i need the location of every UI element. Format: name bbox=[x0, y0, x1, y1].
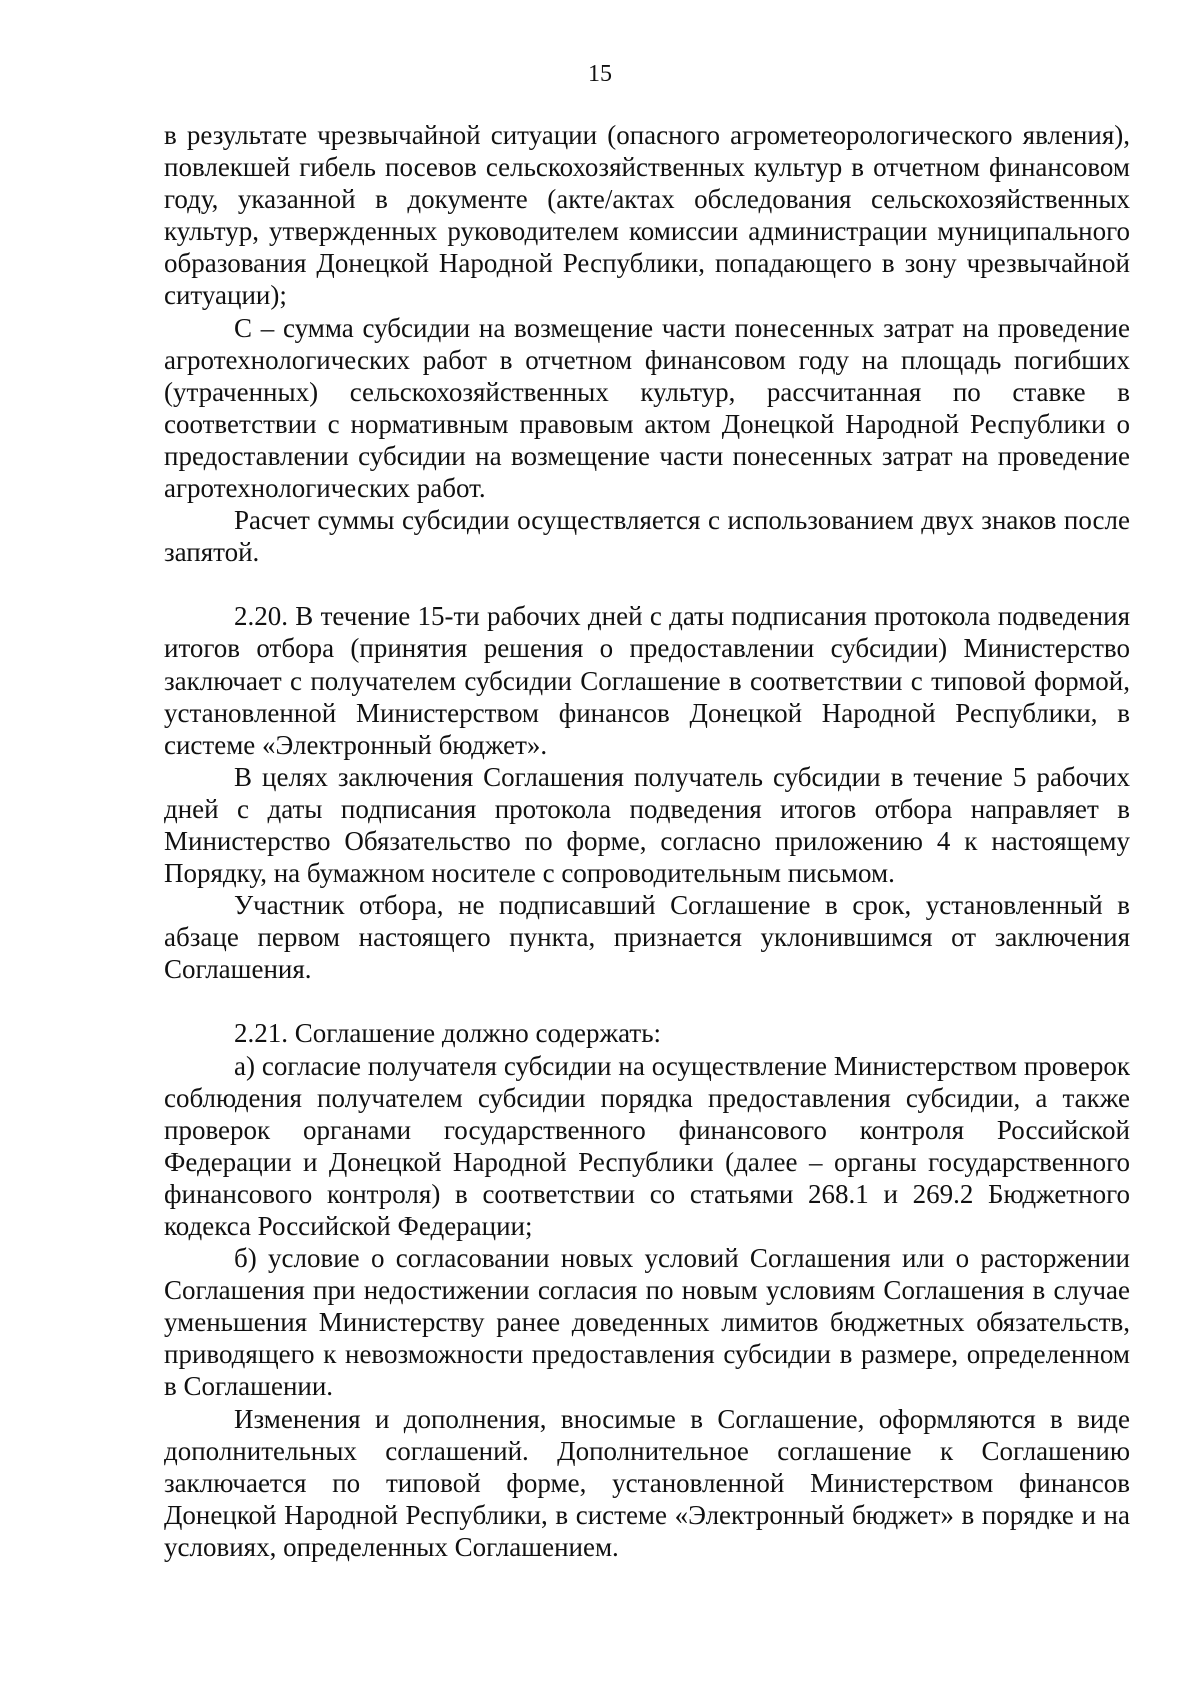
paragraph-clause-2-20: 2.20. В течение 15-ти рабочих дней с даты подписания протокола подведения итогов отбора (принятия решения о предоставлении субсидии) Министерство заключает с получателем субсидии Соглашение в соответствии с типовой формой, установленной Министерством финансов Донецкой Народной Республики, в системе «Электронный бюджет». bbox=[164, 601, 1130, 760]
paragraph-calculation-note: Расчет суммы субсидии осуществляется с использованием двух знаков после запятой. bbox=[164, 505, 1130, 568]
paragraph-evasion: Участник отбора, не подписавший Соглашение в срок, установленный в абзаце первом настоящего пункта, признается уклонившимся от заключения Соглашения. bbox=[164, 890, 1130, 985]
paragraph-item-a: а) согласие получателя субсидии на осуществление Министерством проверок соблюдения получателем субсидии порядка предоставления субсидии, а также проверок органами государственного финансового контроля Российской Федерации и Донецкой Народной Республики (далее – органы государственного финансового контроля) в соответствии со статьями 268.1 и 269.2 Бюджетного кодекса Российской Федерации; bbox=[164, 1050, 1130, 1241]
paragraph-item-b: б) условие о согласовании новых условий Соглашения или о расторжении Соглашения при недостижении согласия по новым условиям Соглашения в случае уменьшения Министерству ранее доведенных лимитов бюджетных обязательств, приводящего к невозможности предоставления субсидии в размере, определенном в Соглашении. bbox=[164, 1243, 1130, 1402]
page-number: 15 bbox=[588, 61, 612, 87]
document-body bbox=[164, 119, 1130, 1563]
paragraph-clause-2-21: 2.21. Соглашение должно содержать: bbox=[234, 1018, 662, 1049]
paragraph-variable-c: С – сумма субсидии на возмещение части понесенных затрат на проведение агротехнологических работ в отчетном финансовом году на площадь погибших (утраченных) сельскохозяйственных культур, рассчитанная по ставке в соответствии с нормативным правовым актом Донецкой Народной Республики о предоставлении субсидии на возмещение части понесенных затрат на проведение агротехнологических работ. bbox=[164, 312, 1130, 504]
paragraph-obligation: В целях заключения Соглашения получатель субсидии в течение 5 рабочих дней с даты подписания протокола подведения итогов отбора направляет в Министерство Обязательство по форме, согласно приложению 4 к настоящему Порядку, на бумажном носителе с сопроводительным письмом. bbox=[164, 761, 1130, 889]
paragraph-amendments: Изменения и дополнения, вносимые в Соглашение, оформляются в виде дополнительных соглашений. Дополнительное соглашение к Соглашению заключается по типовой форме, установленной Министерством финансов Донецкой Народной Республики, в системе «Электронный бюджет» в порядке и на условиях, определенных Соглашением. bbox=[164, 1403, 1130, 1562]
paragraph-continuation: в результате чрезвычайной ситуации (опасного агрометеорологического явления), повлекшей гибель посевов сельскохозяйственных культур в отчетном финансовом году, указанной в документе (акте/актах обследования сельскохозяйственных культур, утвержденных руководителем комиссии администрации муниципального образования Донецкой Народной Республики, попадающего в зону чрезвычайной ситуации); bbox=[164, 120, 1130, 311]
